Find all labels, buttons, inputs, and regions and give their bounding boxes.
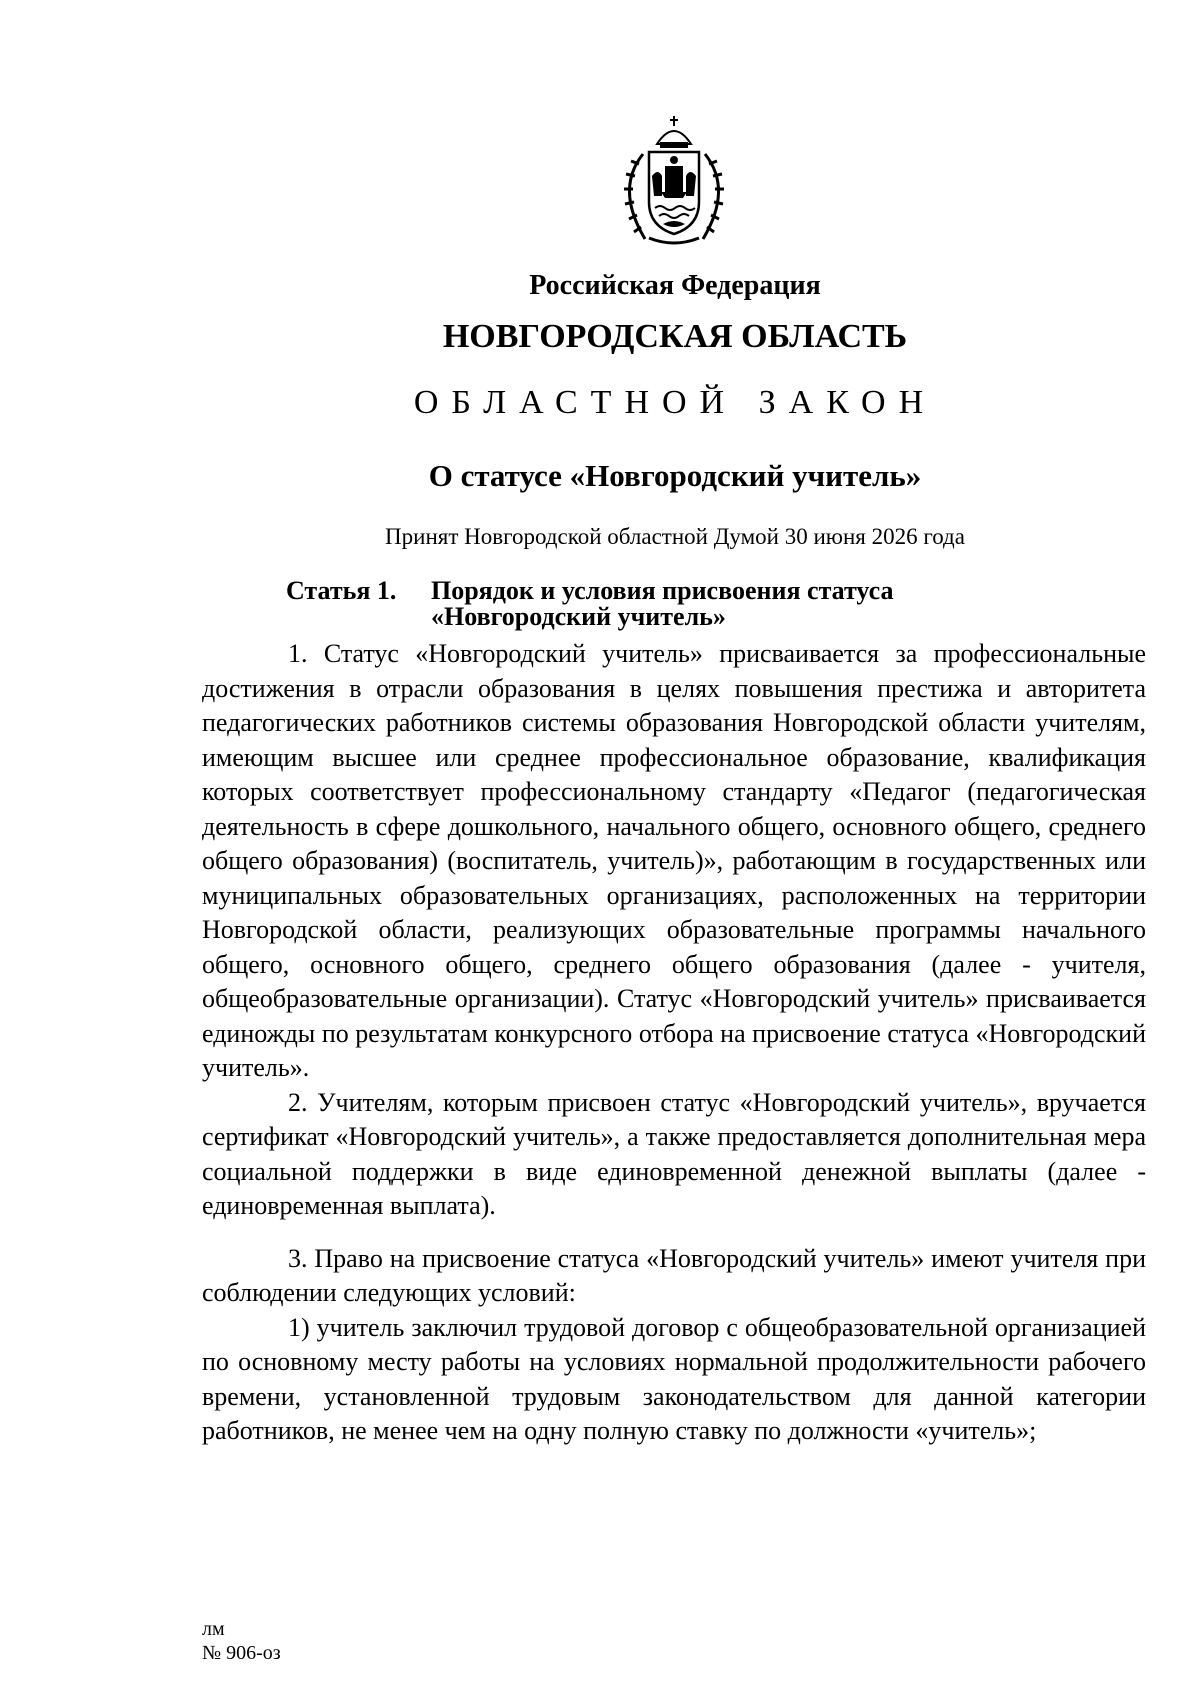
paragraph-3: 3. Право на присвоение статуса «Новгородский учитель» имеют учителя при соблюдении следующих условий: bbox=[202, 1243, 1146, 1307]
law-title: О статусе «Новгородский учитель» bbox=[428, 458, 922, 493]
paragraph-3-item-1: 1) учитель заключил трудовой договор с общеобразовательной организацией по основному месту работы на условиях нормальной продолжительности рабочего времени, установленной трудовым законодательством для данной категории работников, не менее чем на одну полную ставку по должности «учитель»; bbox=[202, 1312, 1146, 1445]
country-heading: Российская Федерация bbox=[529, 270, 821, 301]
coat-of-arms-icon bbox=[605, 114, 743, 252]
paragraph-2: 2. Учителям, которым присвоен статус «Новгородский учитель», вручается сертификат «Новгородский учитель», а также предоставляется дополнительная мера социальной поддержки в виде единовременной денежной выплаты (далее - единовременная выплата). bbox=[202, 1087, 1146, 1220]
article-heading bbox=[286, 578, 951, 630]
article-title: Порядок и условия присвоения статуса «Новгородский учитель» bbox=[431, 576, 894, 631]
paragraph-1: 1. Статус «Новгородский учитель» присваивается за профессиональные достижения в отрасли образования в целях повышения престижа и авторитета педагогических работников системы образования Новгородской области учителям, имеющим высшее или среднее профессиональное образование, квалификация которых соответствует профессиональному стандарту «Педагог (педагогическая деятельность в сфере дошкольного, начального общего, основного общего, среднего общего образования) (воспитатель, учитель)», работающим в государственных или муниципальных образовательных организациях, расположенных на территории Новгородской области, реализующих образовательные программы начального общего, основного общего, среднего общего образования (далее - учителя, общеобразовательные организации). Статус «Новгородский учитель» присваивается единожды по результатам конкурсного отбора на присвоение статуса «Новгородский учитель». bbox=[202, 639, 1146, 1082]
adoption-note: Принят Новгородской областной Думой 30 июня 2026 года bbox=[385, 524, 965, 549]
footer-law-number: № 906-оз bbox=[202, 1642, 281, 1664]
region-heading: НОВГОРОДСКАЯ ОБЛАСТЬ bbox=[442, 318, 908, 355]
article-body bbox=[202, 637, 1146, 1449]
article-number: Статья 1. bbox=[286, 576, 397, 605]
footer-block bbox=[202, 1617, 281, 1665]
footer-initials: лм bbox=[202, 1618, 225, 1640]
document-type-heading: ОБЛАСТНОЙ ЗАКОН bbox=[413, 384, 937, 421]
